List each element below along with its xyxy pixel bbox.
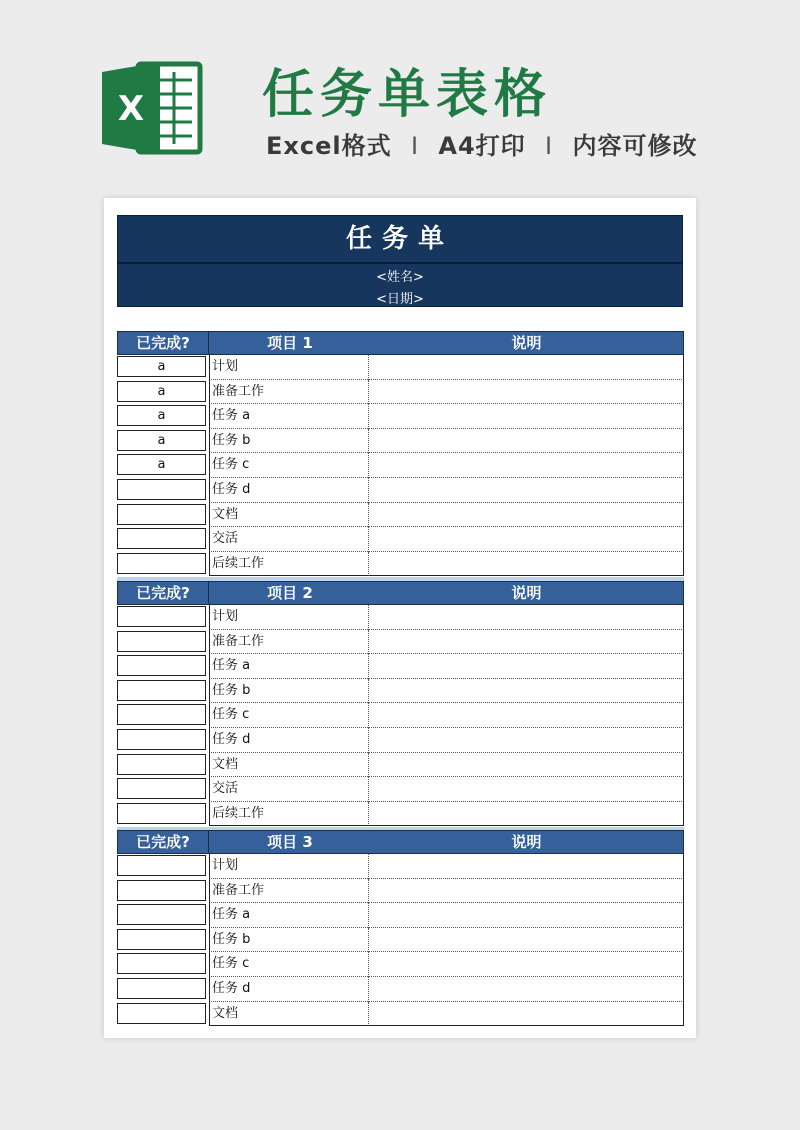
table-row (117, 503, 684, 528)
description-cell[interactable] (368, 753, 684, 778)
section-header (117, 830, 684, 854)
task-cell[interactable]: 任务 a (209, 903, 368, 928)
task-cell[interactable]: 文档 (209, 1002, 368, 1027)
description-cell[interactable] (368, 630, 684, 655)
subtitle-separator: I (545, 132, 554, 160)
done-cell[interactable] (117, 504, 206, 525)
description-cell[interactable] (368, 380, 684, 405)
done-cell[interactable] (117, 978, 206, 999)
task-cell[interactable]: 准备工作 (209, 879, 368, 904)
sheet-title: 任务单 (118, 216, 682, 264)
column-header-project: 项目 1 (267, 334, 313, 352)
table-row (117, 903, 684, 928)
done-cell[interactable] (117, 754, 206, 775)
task-cell[interactable]: 任务 d (209, 977, 368, 1002)
done-cell[interactable] (117, 729, 206, 750)
description-cell[interactable] (368, 478, 684, 503)
description-cell[interactable] (368, 605, 684, 630)
task-cell[interactable]: 计划 (209, 854, 368, 879)
task-cell[interactable]: 任务 a (209, 404, 368, 429)
done-cell[interactable] (117, 704, 206, 725)
task-cell[interactable]: 交活 (209, 527, 368, 552)
table-row (117, 630, 684, 655)
description-cell[interactable] (368, 503, 684, 528)
table-row (117, 429, 684, 454)
banner-subtitle (266, 126, 697, 161)
column-header-done: 已完成? (118, 831, 209, 853)
section-header (117, 581, 684, 605)
section-header (117, 331, 684, 355)
sheet-header (117, 215, 683, 307)
description-cell[interactable] (368, 728, 684, 753)
done-cell[interactable] (117, 680, 206, 701)
table-row (117, 355, 684, 380)
column-header-desc: 说明 (511, 334, 542, 352)
description-cell[interactable] (368, 679, 684, 704)
task-cell[interactable]: 计划 (209, 605, 368, 630)
done-cell[interactable] (117, 929, 206, 950)
task-cell[interactable]: 准备工作 (209, 630, 368, 655)
subtitle-format: Excel格式 (266, 132, 392, 160)
task-cell[interactable]: 任务 d (209, 478, 368, 503)
table-row (117, 703, 684, 728)
done-cell[interactable] (117, 655, 206, 676)
column-header-project: 项目 2 (267, 584, 313, 602)
project-section (117, 830, 684, 1026)
task-cell[interactable]: 任务 c (209, 453, 368, 478)
description-cell[interactable] (368, 527, 684, 552)
done-cell[interactable] (117, 479, 206, 500)
description-cell[interactable] (368, 879, 684, 904)
done-cell[interactable]: a (117, 356, 206, 377)
description-cell[interactable] (368, 552, 684, 577)
table-row (117, 453, 684, 478)
description-cell[interactable] (368, 952, 684, 977)
task-cell[interactable]: 任务 a (209, 654, 368, 679)
description-cell[interactable] (368, 703, 684, 728)
table-row (117, 802, 684, 827)
table-row (117, 777, 684, 802)
column-header-project: 项目 3 (267, 833, 313, 851)
project-section (117, 581, 684, 826)
description-cell[interactable] (368, 404, 684, 429)
project-section (117, 331, 684, 576)
logo-letter: X (117, 89, 145, 129)
done-cell[interactable]: a (117, 430, 206, 451)
description-cell[interactable] (368, 1002, 684, 1027)
done-cell[interactable]: a (117, 454, 206, 475)
table-row (117, 1002, 684, 1027)
task-cell[interactable]: 交活 (209, 777, 368, 802)
table-row (117, 854, 684, 879)
done-cell[interactable] (117, 553, 206, 574)
table-row (117, 977, 684, 1002)
column-header-done: 已完成? (118, 582, 209, 604)
column-header-desc: 说明 (511, 833, 542, 851)
table-row (117, 552, 684, 577)
done-cell[interactable] (117, 880, 206, 901)
table-row (117, 952, 684, 977)
table-row (117, 478, 684, 503)
done-cell[interactable] (117, 606, 206, 627)
date-placeholder[interactable]: <日期> (376, 292, 424, 307)
done-cell[interactable] (117, 953, 206, 974)
subtitle-print: A4打印 (438, 132, 526, 160)
table-row (117, 654, 684, 679)
description-cell[interactable] (368, 429, 684, 454)
done-cell[interactable] (117, 778, 206, 799)
task-cell[interactable]: 文档 (209, 753, 368, 778)
done-cell[interactable] (117, 855, 206, 876)
excel-logo-icon (100, 58, 205, 158)
banner-title: 任务单表格 (262, 65, 553, 125)
task-cell[interactable]: 准备工作 (209, 380, 368, 405)
name-placeholder[interactable]: <姓名> (376, 270, 424, 285)
description-cell[interactable] (368, 777, 684, 802)
task-cell[interactable]: 任务 b (209, 928, 368, 953)
done-cell[interactable] (117, 631, 206, 652)
table-row (117, 753, 684, 778)
table-row (117, 879, 684, 904)
banner (0, 0, 800, 190)
subtitle-editable: 内容可修改 (572, 132, 698, 160)
task-cell[interactable]: 任务 c (209, 703, 368, 728)
subtitle-separator: I (410, 132, 420, 160)
table-row (117, 928, 684, 953)
done-cell[interactable] (117, 1003, 206, 1024)
description-cell[interactable] (368, 977, 684, 1002)
table-row (117, 527, 684, 552)
done-cell[interactable]: a (117, 405, 206, 426)
task-cell[interactable]: 计划 (209, 355, 368, 380)
description-cell[interactable] (368, 453, 684, 478)
description-cell[interactable] (368, 355, 684, 380)
description-cell[interactable] (368, 903, 684, 928)
done-cell[interactable] (117, 904, 206, 925)
description-cell[interactable] (368, 854, 684, 879)
done-cell[interactable]: a (117, 381, 206, 402)
task-cell[interactable]: 后续工作 (209, 802, 368, 827)
description-cell[interactable] (368, 928, 684, 953)
table-row (117, 679, 684, 704)
table-row (117, 728, 684, 753)
table-row (117, 404, 684, 429)
done-cell[interactable] (117, 528, 206, 549)
description-cell[interactable] (368, 802, 684, 827)
description-cell[interactable] (368, 654, 684, 679)
table-row (117, 380, 684, 405)
column-header-desc: 说明 (511, 584, 542, 602)
task-cell[interactable]: 后续工作 (209, 552, 368, 577)
column-header-done: 已完成? (118, 332, 209, 354)
task-cell[interactable]: 任务 c (209, 952, 368, 977)
task-cell[interactable]: 任务 b (209, 679, 368, 704)
task-cell[interactable]: 任务 b (209, 429, 368, 454)
task-cell[interactable]: 任务 d (209, 728, 368, 753)
sheet-page (104, 198, 696, 1038)
done-cell[interactable] (117, 803, 206, 824)
table-row (117, 605, 684, 630)
task-cell[interactable]: 文档 (209, 503, 368, 528)
